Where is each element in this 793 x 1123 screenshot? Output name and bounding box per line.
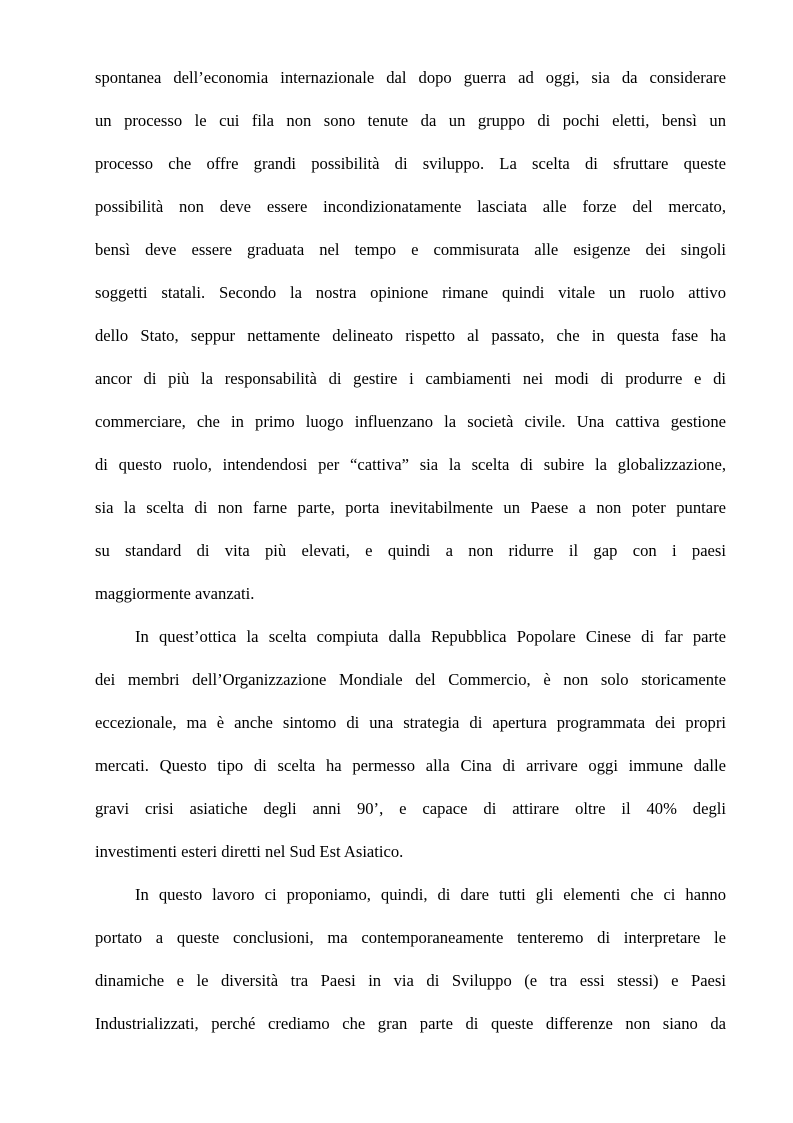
- text-line: dello Stato, seppur nettamente delineato rispetto al passato, che in questa fase ha: [95, 326, 726, 345]
- text-line: Industrializzati, perché crediamo che gran parte di queste differenze non siano da: [95, 1014, 726, 1033]
- text-line: soggetti statali. Secondo la nostra opinione rimane quindi vitale un ruolo attivo: [95, 283, 726, 302]
- text-line: investimenti esteri diretti nel Sud Est Asiatico.: [95, 842, 404, 861]
- text-line: possibilità non deve essere incondizionatamente lasciata alle forze del mercato,: [95, 197, 726, 216]
- text-line: sia la scelta di non farne parte, porta inevitabilmente un Paese a non poter puntare: [95, 498, 726, 517]
- text-line: commerciare, che in primo luogo influenzano la società civile. Una cattiva gestione: [95, 412, 726, 431]
- text-line: eccezionale, ma è anche sintomo di una strategia di apertura programmata dei propri: [95, 713, 726, 732]
- text-line: un processo le cui fila non sono tenute da un gruppo di pochi eletti, bensì un: [95, 111, 726, 130]
- text-line: dei membri dell’Organizzazione Mondiale del Commercio, è non solo storicamente: [95, 670, 726, 689]
- text-line: spontanea dell’economia internazionale dal dopo guerra ad oggi, sia da considerare: [95, 68, 726, 87]
- paragraph-first-line: In questo lavoro ci proponiamo, quindi, di dare tutti gli elementi che ci hanno: [135, 885, 726, 904]
- text-line: mercati. Questo tipo di scelta ha permesso alla Cina di arrivare oggi immune dalle: [95, 756, 726, 775]
- text-line: processo che offre grandi possibilità di sviluppo. La scelta di sfruttare queste: [95, 154, 726, 173]
- text-line: dinamiche e le diversità tra Paesi in via di Sviluppo (e tra essi stessi) e Paesi: [95, 971, 726, 990]
- text-line: bensì deve essere graduata nel tempo e commisurata alle esigenze dei singoli: [95, 240, 726, 259]
- text-line: maggiormente avanzati.: [95, 584, 255, 603]
- paragraph-first-line: In quest’ottica la scelta compiuta dalla Repubblica Popolare Cinese di far parte: [135, 627, 726, 646]
- body-text: [95, 62, 726, 1051]
- text-line: su standard di vita più elevati, e quindi a non ridurre il gap con i paesi: [95, 541, 726, 560]
- text-line: gravi crisi asiatiche degli anni 90’, e capace di attirare oltre il 40% degli: [95, 799, 726, 818]
- text-line: ancor di più la responsabilità di gestire i cambiamenti nei modi di produrre e di: [95, 369, 726, 388]
- text-line: portato a queste conclusioni, ma contemporaneamente tenteremo di interpretare le: [95, 928, 726, 947]
- text-line: di questo ruolo, intendendosi per “cattiva” sia la scelta di subire la globalizzazione,: [95, 455, 726, 474]
